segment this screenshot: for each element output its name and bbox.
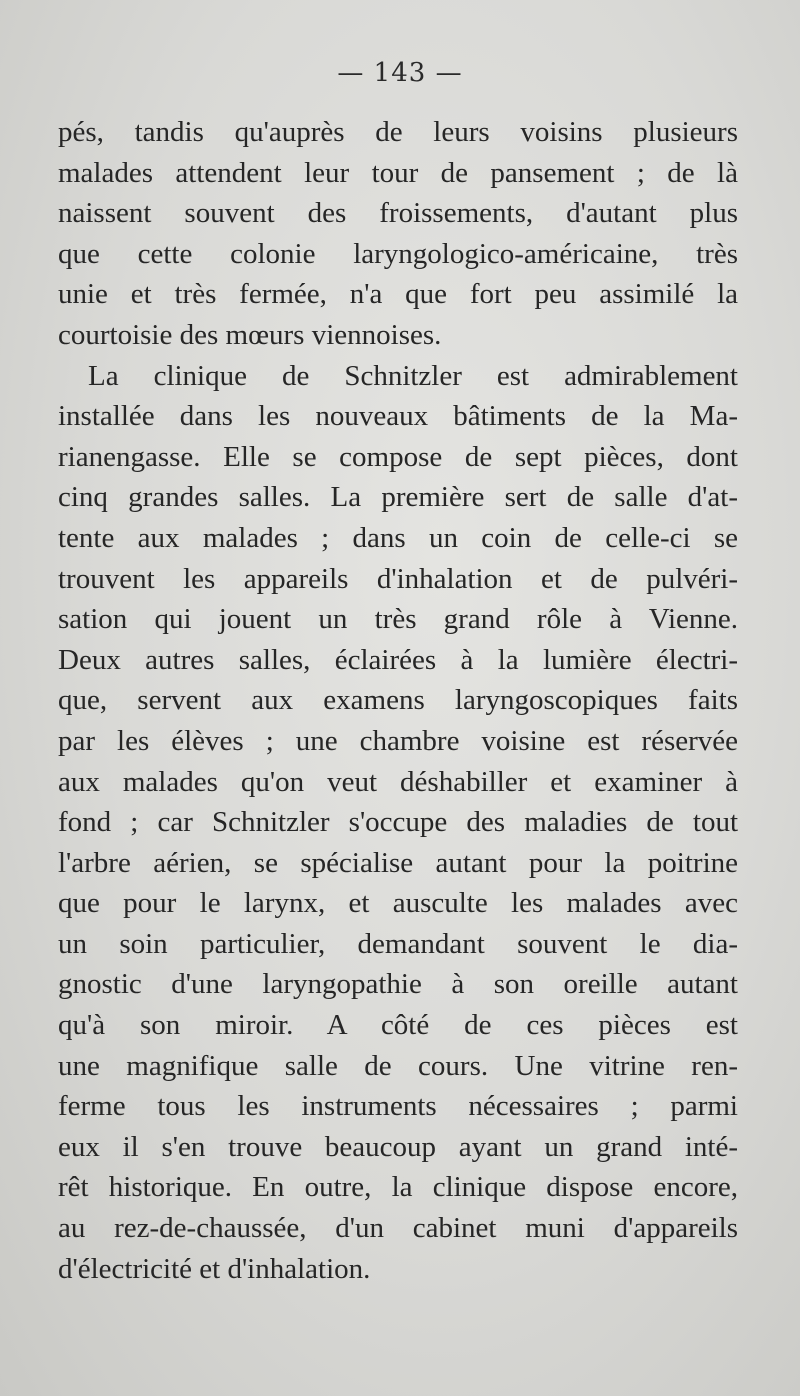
text-line: tente aux malades ; dans un coin de celle-ci se — [58, 521, 738, 554]
text-line: cinq grandes salles. La première sert de salle d'at- — [58, 481, 738, 514]
text-line: naissent souvent des froissements, d'autant plus — [58, 197, 738, 230]
text-line: sation qui jouent un très grand rôle à Vienne. — [58, 603, 738, 636]
text-line: ferme tous les instruments nécessaires ; parmi — [58, 1090, 738, 1123]
text-line: qu'à son miroir. A côté de ces pièces est — [58, 1009, 738, 1042]
text-line: eux il s'en trouve beaucoup ayant un grand inté- — [58, 1130, 738, 1163]
text-line: au rez-de-chaussée, d'un cabinet muni d'appareils — [58, 1212, 738, 1245]
text-line: rianengasse. Elle se compose de sept pièces, dont — [58, 440, 738, 473]
text-line: Deux autres salles, éclairées à la lumière électri- — [58, 643, 738, 676]
text-line: aux malades qu'on veut déshabiller et examiner à — [58, 765, 738, 798]
text-line: malades attendent leur tour de pansement ; de là — [58, 156, 738, 189]
page-number: — 143 — — [337, 58, 463, 88]
text-line: installée dans les nouveaux bâtiments de la Ma- — [58, 400, 738, 433]
text-line: rêt historique. En outre, la clinique dispose encore, — [58, 1171, 738, 1204]
text-line: l'arbre aérien, se spécialise autant pour la poitrine — [58, 846, 738, 879]
text-line: une magnifique salle de cours. Une vitrine ren- — [58, 1049, 738, 1082]
text-line: fond ; car Schnitzler s'occupe des maladies de tout — [58, 806, 738, 839]
text-line: trouvent les appareils d'inhalation et de pulvéri- — [58, 562, 738, 595]
text-line: un soin particulier, demandant souvent le dia- — [58, 927, 738, 960]
text-line: par les élèves ; une chambre voisine est réservée — [58, 724, 738, 757]
text-line: que pour le larynx, et ausculte les malades avec — [58, 887, 738, 920]
text-line: d'électricité et d'inhalation. — [58, 1252, 371, 1285]
text-line: gnostic d'une laryngopathie à son oreille autant — [58, 968, 738, 1001]
text-line: que cette colonie laryngologico-américaine, très — [58, 237, 738, 270]
text-line: unie et très fermée, n'a que fort peu assimilé la — [58, 278, 738, 311]
text-line: pés, tandis qu'auprès de leurs voisins plusieurs — [58, 116, 738, 148]
text-line: que, servent aux examens laryngoscopiques faits — [58, 684, 738, 717]
text-line: La clinique de Schnitzler est admirablement — [88, 359, 738, 392]
body-text — [58, 112, 738, 1289]
text-line: courtoisie des mœurs viennoises. — [58, 318, 442, 351]
